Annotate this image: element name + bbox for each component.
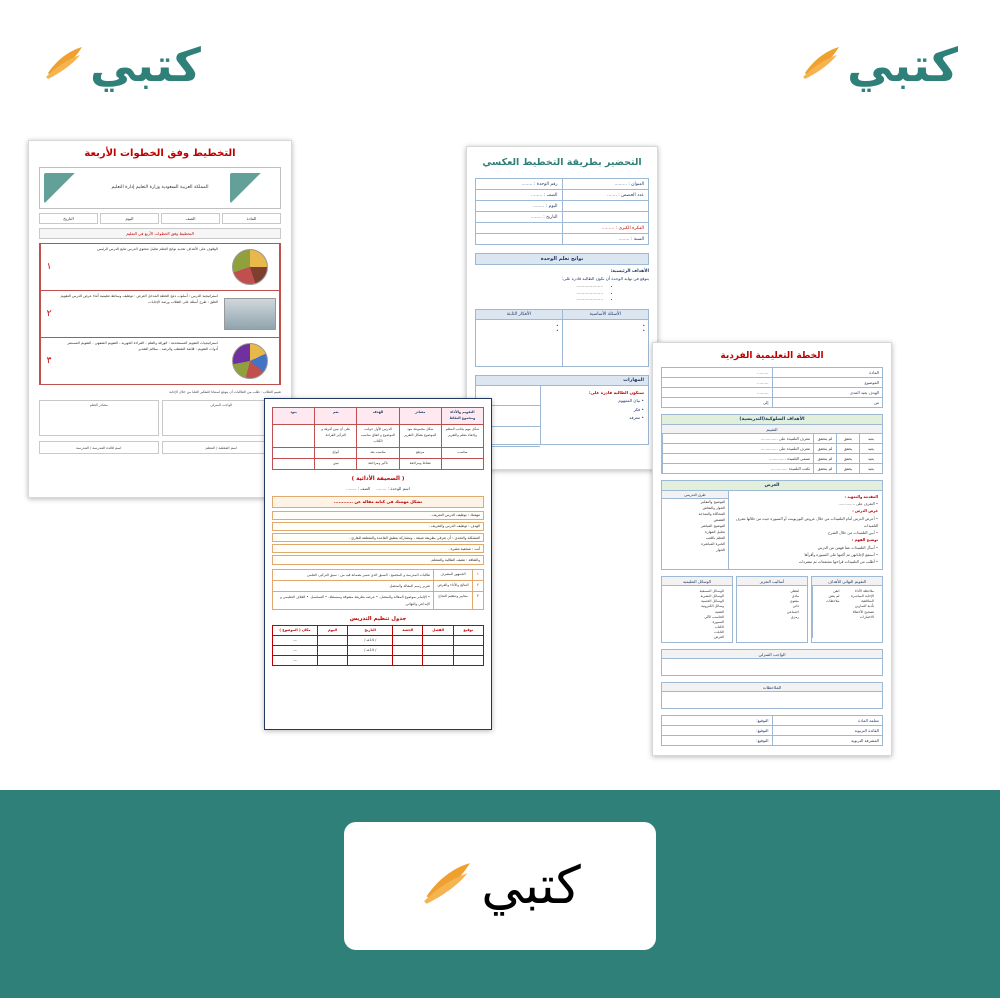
label-from: من [772,398,883,407]
table-row [662,368,882,378]
skills-title: ستكون الطالبة قادرة على: [588,390,644,395]
step-line: • أستمع لإجاباتهن ثم أكتبها على السبورة وأقرأها [804,552,878,557]
column-essential-questions: • • [562,320,649,366]
list-item: لفظي [790,588,799,593]
list-item[interactable]: لم يتقن [828,593,840,598]
box-title: أساليب التعزيز [737,577,807,586]
table-row [273,656,483,665]
document-four-steps-planning[interactable] [28,140,292,498]
method-item: القصص [713,518,725,522]
task-goal: تشكل مهمتك في كتابة مقالة عن ............ [272,496,484,508]
step-text: الوقوف على الأهداف تحديد نواتج التعلم تحليل محتوى الدرس تتابع الدرس الرئيس [97,247,218,251]
table-row [40,244,280,291]
table-row [662,464,882,473]
reinforcement-box [736,576,808,643]
list-item: المناقشة [861,599,874,604]
header-assessment: التقويم والأداة ومجموع النقاط [441,408,483,424]
list-item: • .................... [475,283,603,288]
table-row [476,201,648,212]
page-title: التحضير بطريقة التخطيط العكسي [482,157,642,168]
task-lines [272,511,484,565]
cell [441,459,483,469]
table-row [662,434,882,444]
step-number: ١ [40,244,57,290]
cell [273,425,314,447]
list-item: الكتاب [714,625,724,630]
method-item: تحليل المهارة [705,530,725,534]
task-line: الهدف : توظيف الدرس والتعريف . [272,522,484,531]
method-item: المحاكاة والنمذجة [698,512,725,516]
header-goal: الهدف [356,408,398,424]
homework-box: الواجب المنزلي [162,400,282,436]
evaluation-result-list [812,586,848,638]
method-item: التعلم باللعب [705,536,725,540]
info-row [39,213,281,224]
box-title: الوسائل التعليمية [662,577,732,586]
brand-wordmark: كتبي [847,38,958,92]
info-cell-grade: الصف [161,213,220,224]
kotobi-book-icon [42,43,86,87]
list-item: الوسائل البصرية [700,593,724,598]
objectives-header: الأهداف السلوكية(التدريسية) [662,415,882,425]
task-line: والثقافة : تثقيف الطالبة والمتعلم. [272,555,484,564]
cell: شكل مجموعة بنود الموضوع بشكل التقرير [399,425,441,447]
list-item: الوسائل الحسية [701,599,724,604]
teaching-aids-box [661,576,733,643]
cell-date[interactable]: / 14هـ / [347,646,392,655]
cell: الدرس الأول جوانب الموضوع و اتفاق مناسب الكتاب [356,425,398,447]
table-row [662,736,882,745]
table-header-row [273,408,483,424]
step-lesson-label: عرض الدرس : [852,509,878,514]
mark-achieve[interactable]: يحقق [836,464,859,473]
list-item: رمزي [790,614,799,619]
table-row [662,716,882,726]
brand-logo-top-left [42,38,201,92]
table-header-row [273,626,483,636]
cell-topic[interactable]: — [293,648,297,653]
table-row [273,447,483,458]
cell-class[interactable] [422,636,452,645]
method-item: الحوار [715,548,725,552]
cell-date[interactable]: / 14هـ / [347,636,392,645]
cell: نشاط ومراجعة [399,459,441,469]
header-essential-questions: الأسئلة الأساسية [562,310,649,319]
cell-blank [476,223,562,233]
info-cell-subject: المادة [222,213,281,224]
cell: مرتفع [399,448,441,458]
step-line: • أطلب من التلميذات قراءتها مجتمعات ثم متفردات [798,559,878,564]
step-text: استراتيجيات التقويم المستخدمة : الورقة والقلم - القراءة الجهرية - التقويم الشفهي - التقويم المستمر أدوات التقويم : قائمة الشطب والرصد - سلالم التقدير [67,341,218,352]
ministry-text: المملكة العربية السعودية وزارة التعليم إدارة التعليم [111,184,209,190]
mark-not-achieved[interactable]: لم يتحقق [813,454,836,463]
footer-note: تقييم الطلاب : طلب من الطالبات أن يتوقع استنادا للتفكير العليا من خلال الإجابة [169,390,281,394]
evaluation-header: التقييم [662,425,882,434]
section-title: ( الصحيفة الأدائية ) [351,475,405,482]
task-line: المشكلة والتحدي : أن تعرفي بطريقة شيقة ، ومشاركة بتطبق القاعدة والمتعلقة للقارئ . [272,533,484,542]
school-logo-icon [44,173,90,203]
cell-blank [562,201,649,211]
mark-achieve[interactable]: يحقق [836,444,859,453]
value-topic: ......... [757,380,769,385]
teaching-aids-list [662,586,732,642]
table-row [273,592,483,609]
pie-chart-icon [232,343,268,379]
role-supervisor: المشرفة التربوية [772,736,883,745]
cell-sessions: عدد الحصص : ....... [562,190,649,200]
cell-date[interactable] [347,656,392,665]
mark-not-achieved[interactable]: لم يتحقق [813,434,836,443]
list-item: ذاتي [792,604,799,609]
page-title: التخطيط وفق الخطوات الأربعة [84,148,236,159]
skill-item: • معرفة [629,415,644,421]
kotobi-book-icon [419,858,475,914]
steps-grid [39,243,281,385]
row-number: ١ [472,570,483,580]
step-line: • أبين التلميذات من خلال الشرح [828,531,878,536]
mark-repeat[interactable]: يعيد [859,464,882,473]
header-topic: مكان ( الموضوع ) [279,628,311,633]
teacher-signature: اسم المعلمة / المعلم [162,441,282,454]
list-item: العرض [714,635,724,640]
cell-big-idea: الفكرة الكبرى : ......... [562,223,649,233]
rubric-table [272,407,484,470]
objective-text: تسمي التلميذة .............. [662,454,813,463]
list-item: • .................... [475,290,603,295]
table-row [40,338,280,384]
table-row [476,234,648,244]
cell-year: السنة : ........ [562,234,649,244]
list-item: التابلت [714,630,724,635]
cell-day: اليوم : ........ [533,203,558,209]
mark-repeat[interactable]: يعيد [859,454,882,463]
plan-header-table [661,367,883,408]
field-unit-name: اسم الوحدة : ........ [376,485,410,491]
list-item: اجتماعي [786,609,799,614]
evaluation-methods-list [848,586,883,638]
table-row [273,424,483,447]
objective-text: تتعرف التلميذة على .............. [662,434,813,443]
table-row [476,190,648,201]
list-item: ملاحظة الأداء [854,588,874,593]
cell-period[interactable] [392,646,422,655]
outcomes-band: نواتج تعلم الوحدة [475,253,649,265]
label-long-term-goal: الهدف بعيد المدى [772,388,883,397]
role-leader: القائدة التربوية [772,726,883,735]
step-number: ٣ [40,338,57,384]
step-line: • أسأل التلميذات عما فهمن من الدرس [817,545,878,550]
row-key: الجمهور المصرف [433,570,472,580]
cell-grade: الصف : ........ [531,192,558,198]
homework-box [661,649,883,676]
info-table [475,178,649,245]
bottom-boxes [39,400,281,436]
table-row [476,223,648,234]
cell: على أن تبين أفرقة و التركيز القراءة [314,425,356,447]
list-item: السبورة [712,619,724,624]
signature-leader[interactable]: التوقيع: [756,728,769,734]
skills-body [541,386,648,444]
cell-signature[interactable] [453,646,483,655]
cell-date: التاريخ : ........ [530,214,558,220]
header-yes: نعم [314,408,356,424]
objectives-section [661,414,883,474]
list-item: • .................... [475,296,603,301]
skills-header: المهارات [476,376,648,386]
step-intro-label: المقدمة والتمهيد : [844,495,878,499]
brand-logo-top-right [799,38,958,92]
skills-section [475,375,649,445]
main-goals-label: الأهداف الرئيسية: [610,269,649,274]
list-item: الحاسب الآلي [704,614,724,619]
list-item: تأدية التمارين [854,604,874,609]
info-cell-date: التاريخ [39,213,98,224]
table-row [40,291,280,338]
cell-class[interactable] [422,646,452,655]
teaching-methods [662,491,729,569]
presentation-steps [729,491,882,569]
table-row [273,570,483,581]
mark-repeat[interactable]: يعيد [859,444,882,453]
cell [273,459,314,469]
row-key: معايير وتنظيم النجاح [433,592,472,609]
header-date: التاريخ [347,626,392,635]
cell-class[interactable] [422,656,452,665]
homework-title: الواجب المنزلي [662,650,882,659]
cell-day[interactable] [317,636,347,645]
brand-wordmark: كتبي [481,856,581,916]
main-goals-text: يتوقع في نهاية الوحدة أن تكون الطالبة قادرة على: [561,276,649,281]
list-item: تصحيح الأخطاء [852,609,874,614]
list-item: مادي [791,593,799,598]
brand-wordmark: كتبي [90,38,201,92]
methods-title: طرق التدريس [662,491,728,499]
cell-blank [562,212,649,222]
table-row [273,636,483,646]
mark-not-achieved[interactable]: لم يتحقق [813,464,836,473]
mark-not-achieved[interactable]: لم يتحقق [813,444,836,453]
cell-day[interactable] [317,656,347,665]
document-reverse-planning[interactable] [466,146,658,470]
table-row [476,179,648,190]
mark-achieve[interactable]: يحقق [836,434,859,443]
step-number: ٢ [40,291,57,337]
cell: مناسب بعد [356,448,398,458]
page-title: الخطة التعليمية الفردية [720,351,824,361]
task-steps-table [272,569,484,610]
cell [273,448,314,458]
table-row [662,398,882,407]
cell-blank [476,234,562,244]
role-teacher: معلمة المادة [772,716,883,725]
pie-chart-icon [232,249,268,285]
objective-text: تتعرف التلميذة على .............. [662,444,813,453]
document-header [39,167,281,209]
presentation-section [661,480,883,570]
box-title: التقويم النهائي للأهداف [812,577,882,586]
list-item: الاختبارات [859,614,874,619]
table-row [273,581,483,592]
table-row [662,388,882,398]
step-line: • أعرض الدرس أمام التلميذات من خلال عروض البوربوينت أو السبورة حيث من خلالها تتعرف التلميذات [735,516,878,528]
label-topic: الموضوع [772,378,883,387]
list-item: الوسائل السمعية [699,588,724,593]
step-clarify-label: توضيح الفهم : [851,538,878,543]
media-cell [221,291,280,337]
photo-thumbnail [224,298,276,330]
signature-teacher[interactable]: التوقيع: [756,718,769,724]
list-item: وسائل الكترونية [701,604,724,609]
value-subject: ......... [757,370,769,375]
ministry-logo-icon [230,173,276,203]
column-enduring-ideas: • • [556,323,559,333]
task-line: أنت : صحفية مشرة . [272,544,484,553]
mark-repeat[interactable]: يعيد [859,434,882,443]
cell-topic[interactable]: — [293,638,297,643]
footer-band [0,790,1000,998]
document-individual-education-plan[interactable] [652,342,892,756]
cell-period[interactable] [392,656,422,665]
table-row [662,378,882,388]
cell: تاكير ومراجعة [356,459,398,469]
table-row [662,726,882,736]
cell-unit-number: رقم الوحدة : ........ [521,181,558,187]
row-value: تقرير رسم المقالة والمتصل. [388,583,430,588]
row-number: ٣ [472,592,483,609]
signature-supervisor[interactable]: التوقيع: [756,738,769,744]
cell-topic[interactable]: — [293,658,297,663]
media-cell [221,338,280,384]
list-item[interactable]: ملاحظات [826,599,840,604]
row-value: طالبات المدرسة و المجتمع . السبق الذي تتميز بضمانة فيه من : سبق التركيز، العلمي [307,572,430,577]
notes-box [661,682,883,709]
header-day: اليوم [317,626,347,635]
cell: مناسب [441,448,483,458]
table-row [476,212,648,223]
brand-logo-card [344,822,656,950]
list-item[interactable]: اتقن [833,588,840,593]
document-performance-sheet[interactable] [264,398,492,730]
principal-signature: اسم قائدة المدرسة / المدرسة [39,441,159,454]
presentation-header: العرض [662,481,882,491]
info-cell-day: اليوم [100,213,159,224]
goals-list [475,283,643,301]
schedule-table [272,625,484,666]
table-row [273,646,483,656]
row-number: ٢ [472,581,483,591]
skill-item: • فكر [633,406,644,412]
header-class: الفصل [422,626,452,635]
value-long-term-goal: ......... [757,390,769,395]
cell-signature[interactable] [453,656,483,665]
header-signature: توقيع [453,626,483,635]
final-evaluation-box [811,576,883,643]
list-item: معنوي [789,599,799,604]
field-grade: الصف : ........ [346,485,371,491]
signature-boxes [39,441,281,454]
label-subject: المادة [772,368,883,377]
cell: شكل مهم بجانب المعلم وإخفاء معلم والتقرير [441,425,483,447]
header-period: الحصة [392,626,422,635]
row-value: • الإلمام بموضوع المقالة والمتصل. • عرضه بطريقة مشوقة ومبسطة. • التسلسل. • الغلاف التعليمي و الإبداعي والنهائي. [280,595,430,606]
table-row [273,458,483,469]
list-item: الإجابة المباشرة [850,593,874,598]
section-band: التخطيط وفق الخطوات الأربع في التعليم [39,228,281,239]
cell-signature[interactable] [453,636,483,645]
media-cell [221,244,280,290]
skill-item: • بيان المفهوم [618,398,644,404]
cell-period[interactable] [392,636,422,645]
unit-fields [272,486,484,491]
table-row [662,444,882,454]
header-enduring-ideas: الأفكار الثابتة [476,310,562,319]
schedule-title: جدول تنظيم التدريس [349,615,407,622]
cell-address: العنوان : ......... [562,179,649,189]
method-item: الحوار والنقاش [702,506,725,510]
list-item: التقنية [715,609,724,614]
cell: تبين [314,459,356,469]
kotobi-book-icon [799,43,843,87]
notes-title: الملاحظات [662,683,882,692]
resources-box: مصادر التعلم [39,400,159,436]
header-sources: مصادر [399,408,441,424]
three-boxes-row [661,576,883,643]
step-text: استراتيجية الدرس : أسلوب دمج الخطة المدخل العرض : توظيف وسائط تعليمية أثناء عرض الدرس التقويم الغلق : طرح أسئلة على الطلاب ورصد الإجابات [60,294,218,305]
cell-day[interactable] [317,646,347,655]
task-line: مهمتك : توظيف الدرس التعريف . [272,511,484,520]
table-row [662,454,882,464]
two-column-body [475,320,649,367]
method-item: التوضيح والتفكير [700,500,725,504]
step-line: • التعرف على .............. [838,502,878,507]
objective-text: تكتب التلميذة .............. [662,464,813,473]
reinforcement-list [737,586,807,638]
cell: أنواع [314,448,356,458]
method-item: التوضيح المباشر [701,524,725,528]
method-item: الخبرة المباشرة [701,542,725,546]
two-column-headers [475,309,649,320]
header-items: بنود [290,410,297,414]
signatures-table [661,715,883,746]
label-to: إلى [762,400,769,405]
mark-achieve[interactable]: يحقق [836,454,859,463]
row-key: النتائج والأداء والعرض [433,581,472,591]
